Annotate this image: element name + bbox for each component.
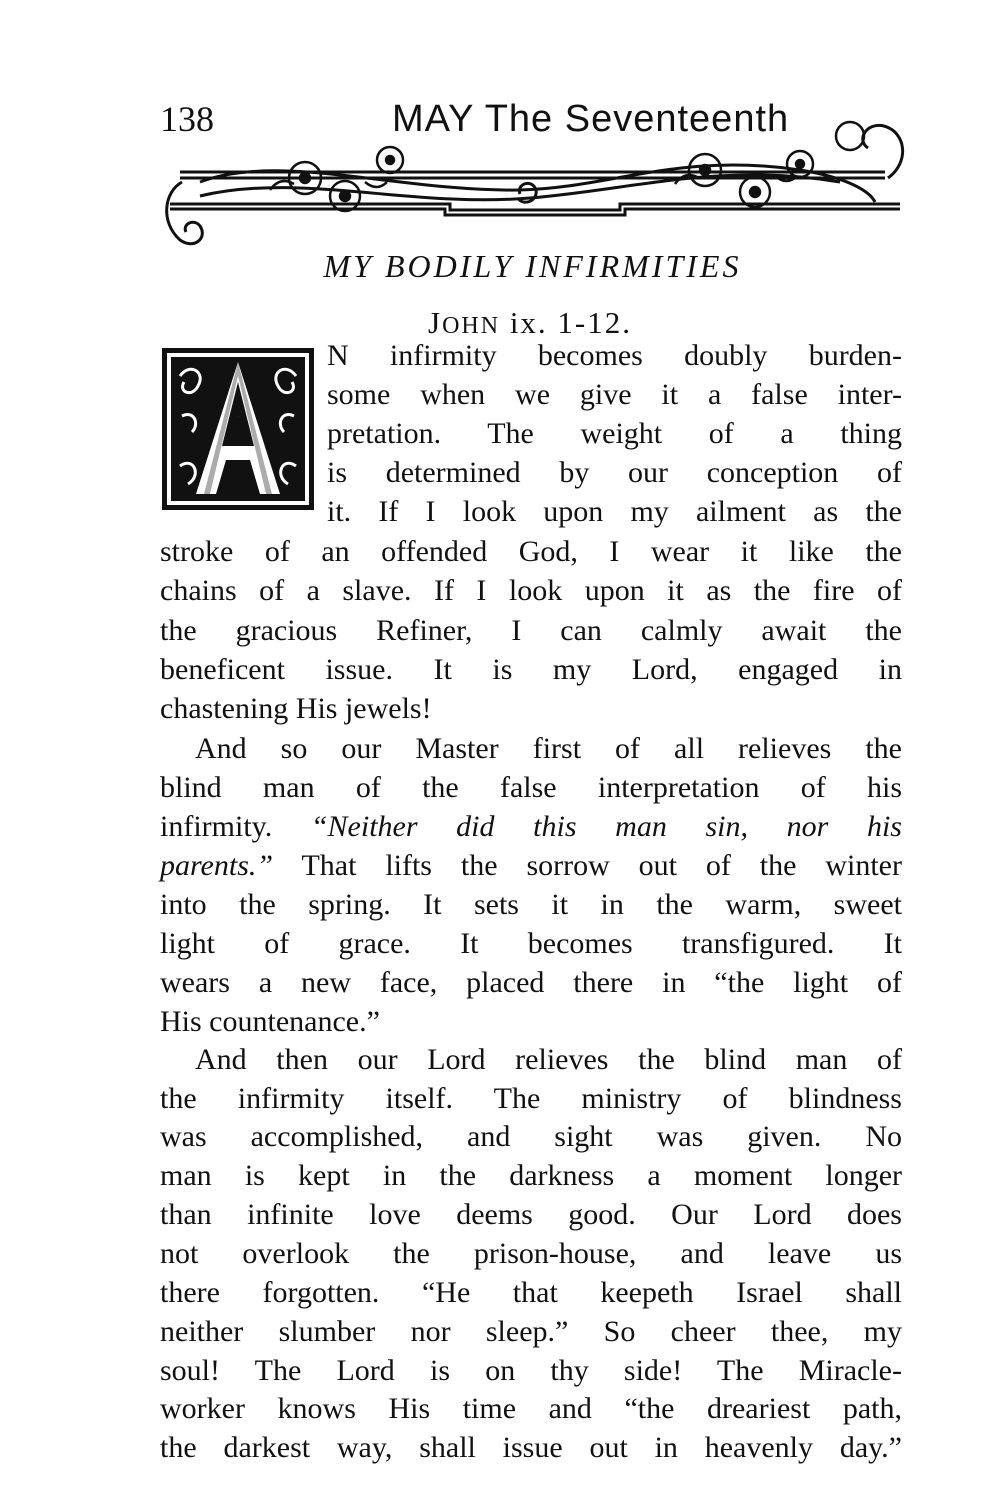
- text-line: chains of a slave. If I look upon it as the fire of: [160, 574, 902, 607]
- italic-quotation: “Neither did this man sin, nor his: [310, 810, 902, 843]
- scripture-book-initial: J: [427, 305, 443, 340]
- text-line: His countenance.”: [160, 1005, 380, 1038]
- floral-vine-border-icon: [160, 112, 905, 252]
- text-line: the infirmity itself. The ministry of blindness: [160, 1082, 902, 1115]
- text-line: there forgotten. “He that keepeth Israel shall: [160, 1276, 902, 1309]
- text-run: infirmity.: [160, 810, 311, 843]
- text-line: neither slumber nor sleep.” So cheer thee, my: [160, 1315, 902, 1348]
- text-line: chastening His jewels!: [160, 692, 432, 725]
- text-line: soul! The Lord is on thy side! The Miracle-: [160, 1354, 902, 1387]
- text-line: into the spring. It sets it in the warm, sweet: [160, 888, 902, 921]
- text-line: light of grace. It becomes transfigured. It: [160, 927, 902, 960]
- text-line: wears a new face, placed there in “the light of: [160, 966, 902, 999]
- text-line: [160, 810, 902, 844]
- text-line: the darkest way, shall issue out in heavenly day.”: [160, 1431, 902, 1464]
- text-line: not overlook the prison-house, and leave us: [160, 1237, 902, 1270]
- scripture-verses: ix. 1-12.: [500, 305, 632, 340]
- paragraph-start-line: And so our Master first of all relieves the: [195, 732, 902, 765]
- text-run: That lifts the sorrow out of the winter: [273, 849, 902, 882]
- text-line: the gracious Refiner, I can calmly await the: [160, 614, 902, 647]
- text-line: stroke of an offended God, I wear it like the: [160, 535, 902, 568]
- text-line: worker knows His time and “the dreariest path,: [160, 1392, 902, 1425]
- paragraph-start-line: And then our Lord relieves the blind man of: [195, 1043, 902, 1076]
- text-line: man is kept in the darkness a moment longer: [160, 1159, 902, 1192]
- article-title: MY BODILY INFIRMITIES: [323, 248, 742, 284]
- text-line: blind man of the false interpretation of his: [160, 771, 902, 804]
- drop-cap-letter: A: [238, 417, 239, 418]
- scripture-reference: [0, 305, 1000, 341]
- scripture-book-rest: OHN: [442, 313, 501, 339]
- text-line: is determined by our conception of: [327, 456, 902, 489]
- text-line: pretation. The weight of a thing: [327, 417, 902, 450]
- ornamental-drop-cap-A-icon: [160, 346, 316, 512]
- text-line: it. If I look upon my ailment as the: [327, 495, 902, 528]
- text-line: N infirmity becomes doubly burden-: [327, 339, 902, 372]
- text-line: than infinite love deems good. Our Lord does: [160, 1198, 902, 1231]
- page-number: 138: [160, 99, 214, 139]
- text-line: some when we give it a false inter-: [327, 378, 902, 411]
- text-line: beneficent issue. It is my Lord, engaged in: [160, 653, 902, 686]
- text-line: was accomplished, and sight was given. No: [160, 1120, 902, 1153]
- text-line: [160, 849, 902, 883]
- header-title: MAY The Seventeenth: [392, 98, 790, 140]
- italic-quotation: parents.”: [160, 849, 274, 882]
